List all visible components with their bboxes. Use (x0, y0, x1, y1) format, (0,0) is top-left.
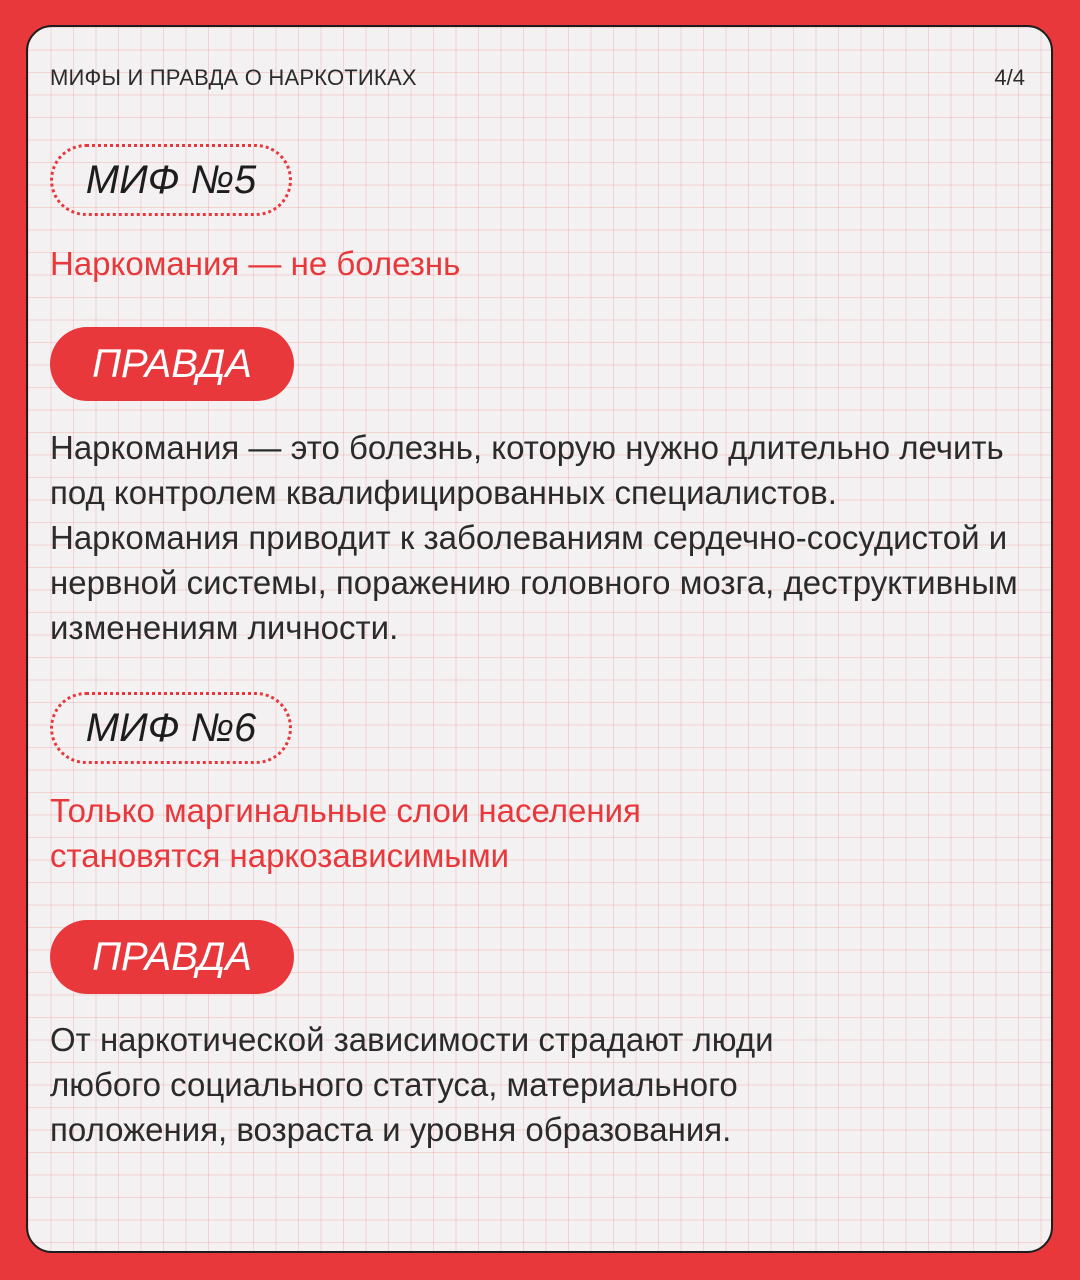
page-counter: 4/4 (994, 65, 1025, 90)
myth-badge-6: МИФ №6 (50, 692, 292, 764)
myth-badge-5: МИФ №5 (50, 144, 292, 216)
myth-statement-5: Наркомания — не болезнь (50, 245, 461, 282)
truth-badge-5: ПРАВДА (50, 327, 294, 401)
truth-statement-5: Наркомания — это болезнь, которую нужно длительно лечить под контролем квалифицированных специалистов. Наркомания приводит к заболеваниям сердечно-сосудистой и нервной системы, поражению головного мозга, деструктивным изменениям личности. (50, 429, 1018, 646)
truth-statement-6: От наркотической зависимости страдают люди любого социального статуса, материального положения, возраста и уровня образования. (50, 1021, 774, 1148)
myth-statement-6: Только маргинальные слои населения становятся наркозависимыми (50, 792, 641, 874)
content-card (26, 25, 1053, 1253)
truth-badge-6: ПРАВДА (50, 920, 294, 994)
page-title: МИФЫ И ПРАВДА О НАРКОТИКАХ (50, 65, 417, 90)
